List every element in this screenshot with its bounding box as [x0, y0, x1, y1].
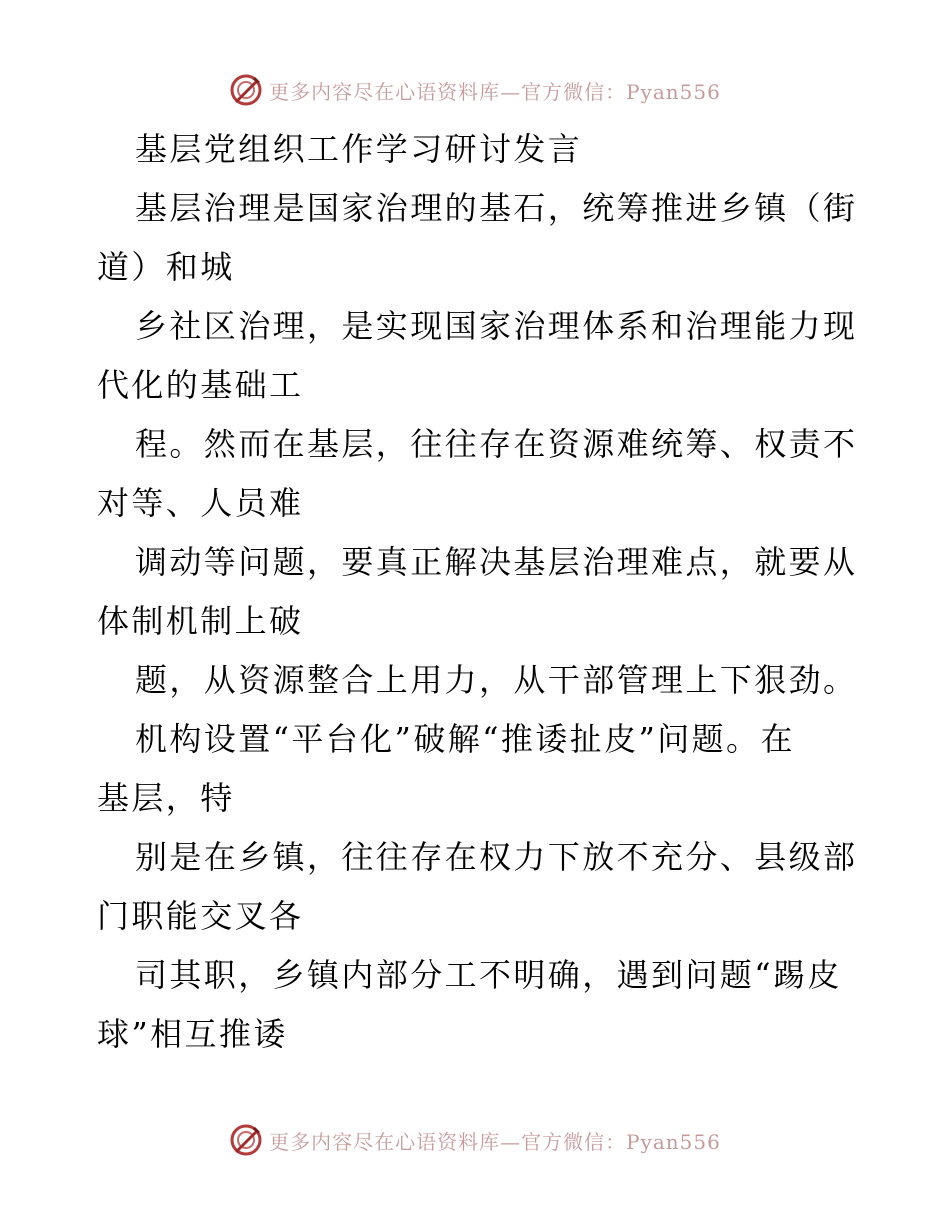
text-line: 乡社区治理，是实现国家治理体系和治理能力现 [135, 307, 858, 345]
document-body [97, 120, 857, 1064]
pen-logo-icon [229, 73, 263, 107]
text-line: 别是在乡镇，往往存在权力下放不充分、县级部 [135, 838, 858, 876]
footer-banner [0, 1120, 950, 1160]
text-line: 球”相互推诿 [97, 1015, 288, 1053]
document-title: 基层党组织工作学习研讨发言 [135, 130, 583, 168]
text-line: 代化的基础工 [97, 366, 304, 404]
text-line: 基层治理是国家治理的基石，统筹推进乡镇（街 [135, 189, 858, 227]
header-banner-text: 更多内容尽在心语资料库—官方微信：Pyan556 [269, 79, 721, 104]
text-line: 门职能交叉各 [97, 897, 304, 935]
header-banner-inner [229, 73, 721, 107]
text-line: 司其职，乡镇内部分工不明确，遇到问题“踢皮 [135, 956, 842, 994]
text-line: 道）和城 [97, 248, 235, 286]
text-line: 调动等问题，要真正解决基层治理难点，就要从 [135, 543, 858, 581]
pen-logo-icon [229, 1123, 263, 1157]
footer-banner-text: 更多内容尽在心语资料库—官方微信：Pyan556 [269, 1129, 721, 1154]
text-line: 基层，特 [97, 779, 235, 817]
text-line: 机构设置“平台化”破解“推诿扯皮”问题。在 [135, 720, 795, 758]
header-banner [0, 70, 950, 110]
text-line: 题，从资源整合上用力，从干部管理上下狠劲。 [135, 661, 858, 699]
footer-banner-inner [229, 1123, 721, 1157]
text-line: 体制机制上破 [97, 602, 304, 640]
text-line: 对等、人员难 [97, 484, 304, 522]
text-line: 程。然而在基层，往往存在资源难统筹、权责不 [135, 425, 858, 463]
